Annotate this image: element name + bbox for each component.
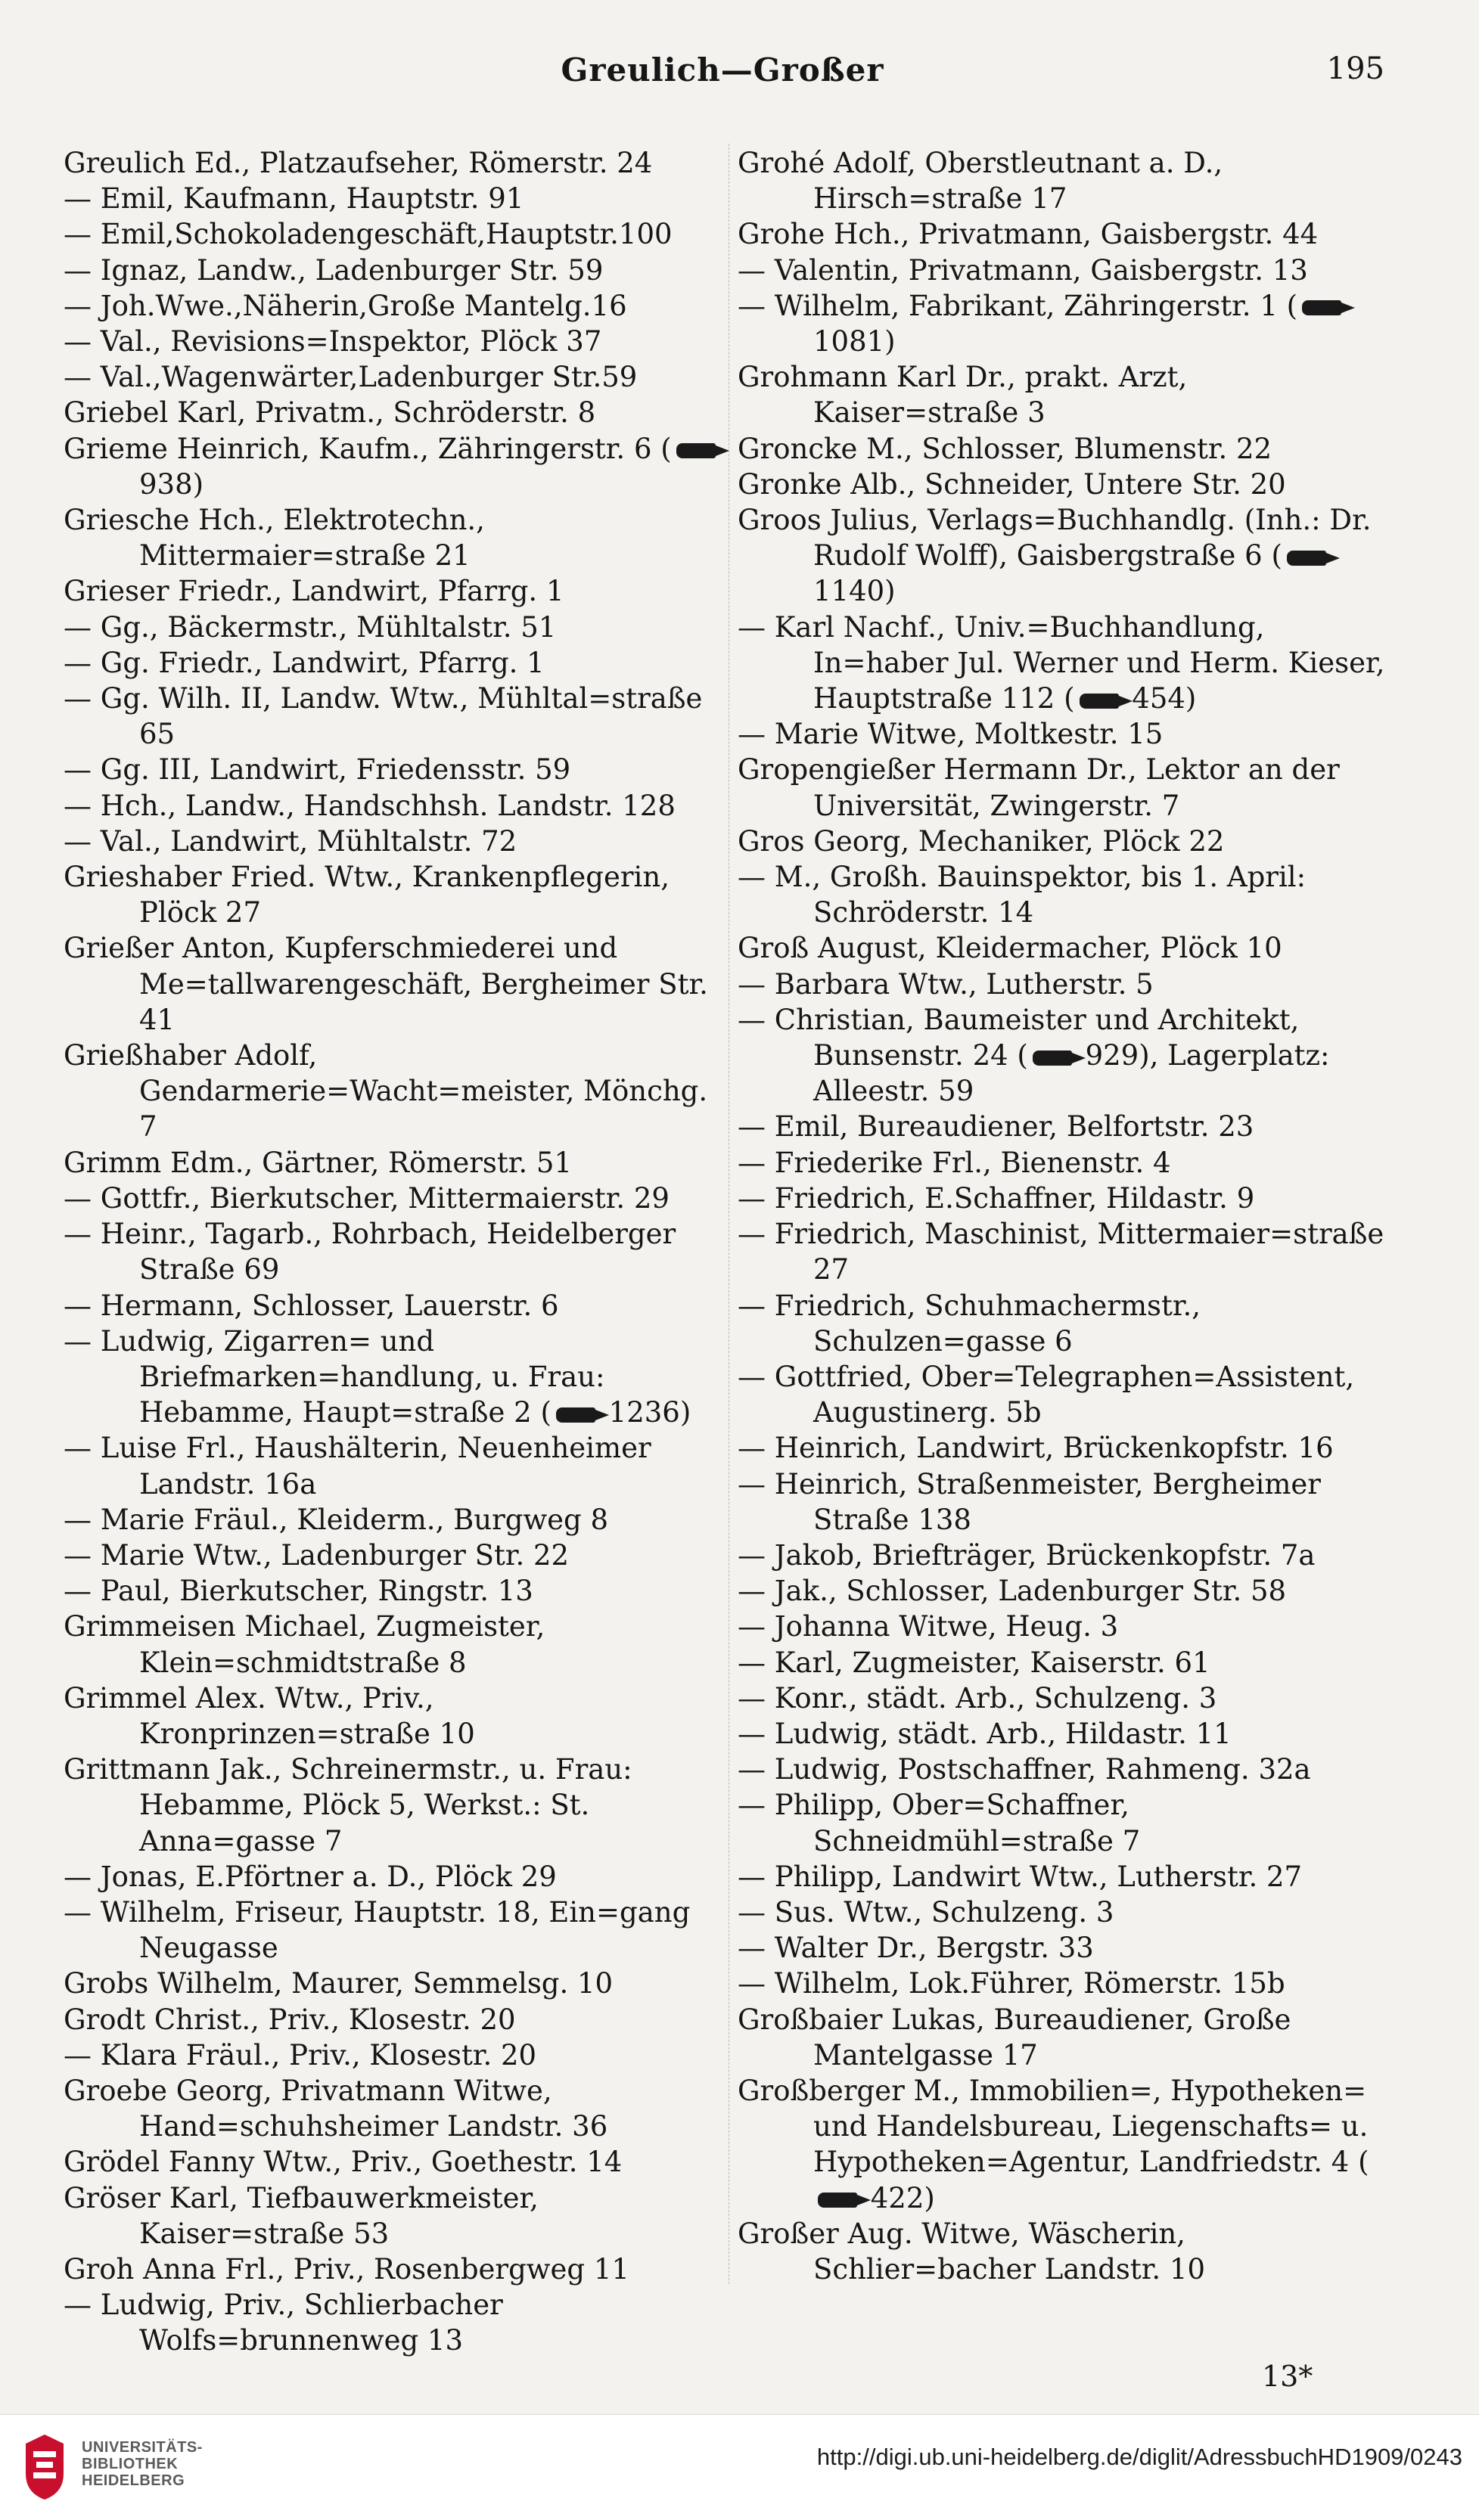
directory-entry: — Philipp, Landwirt Wtw., Lutherstr. 27 [738,1860,1303,1893]
directory-entry: — Ludwig, städt. Arb., Hildastr. 11 [738,1717,1232,1750]
directory-entry: — Philipp, Ober=Schaffner, Schneidmühl=straße 7 [738,1789,1141,1857]
directory-entry: — Hermann, Schlosser, Lauerstr. 6 [64,1289,559,1322]
directory-entry: — Jonas, E.Pförtner a. D., Plöck 29 [64,1860,557,1893]
directory-entry: — Friedrich, Schuhmachermstr., Schulzen=gasse 6 [738,1289,1201,1358]
page-number: 195 [1326,51,1384,86]
telephone-hand-icon [1033,1051,1072,1066]
directory-entry: Groh Anna Frl., Priv., Rosenbergweg 11 [64,2252,629,2286]
directory-entry: Grohé Adolf, Oberstleutnant a. D., Hirsch=straße 17 [738,147,1223,216]
directory-entry: Grohmann Karl Dr., prakt. Arzt, Kaiser=straße 3 [738,361,1188,430]
directory-entry: — Valentin, Privatmann, Gaisbergstr. 13 [738,253,1308,287]
directory-entry: Großer Aug. Witwe, Wäscherin, Schlier=bacher Landstr. 10 [738,2217,1206,2286]
directory-entry: — Gg. Wilh. II, Landw. Wtw., Mühltal=straße 65 [64,682,703,751]
directory-entry: — Heinr., Tagarb., Rohrbach, Heidelberger Straße 69 [64,1218,676,1286]
directory-entry: — Ludwig, Postschaffner, Rahmeng. 32a [738,1753,1311,1786]
directory-entry: — Johanna Witwe, Heug. 3 [738,1610,1119,1643]
directory-entry: Grohe Hch., Privatmann, Gaisbergstr. 44 [738,218,1319,251]
signature-mark: 13* [1262,2360,1313,2393]
directory-entry: Großbaier Lukas, Bureaudiener, Große Mantelgasse 17 [738,2003,1291,2072]
directory-entry: — Paul, Bierkutscher, Ringstr. 13 [64,1575,533,1608]
directory-entry: — Konr., städt. Arb., Schulzeng. 3 [738,1681,1217,1715]
directory-entry: Grimmel Alex. Wtw., Priv., Kronprinzen=straße 10 [64,1681,475,1750]
directory-entry: — Gg., Bäckermstr., Mühltalstr. 51 [64,610,557,644]
directory-entry: — Gg. III, Landwirt, Friedensstr. 59 [64,753,571,787]
directory-entry: — Gottfried, Ober=Telegraphen=Assistent, Augustinerg. 5b [738,1360,1355,1429]
library-logo-text [82,2439,203,2489]
directory-entry: — Marie Fräul., Kleiderm., Burgweg 8 [64,1503,609,1536]
directory-entry: — M., Großh. Bauinspektor, bis 1. April: Schröderstr. 14 [738,861,1307,929]
directory-entry: — Friedrich, Maschinist, Mittermaier=straße 27 [738,1218,1384,1286]
directory-entry: — Ludwig, Priv., Schlierbacher Wolfs=brunnenweg 13 [64,2289,503,2357]
directory-entry: Groebe Georg, Privatmann Witwe, Hand=schuhsheimer Landstr. 36 [64,2074,608,2143]
logo-line: UNIVERSITÄTS- [82,2439,203,2456]
telephone-hand-icon [676,443,716,458]
right-column [738,145,1396,2287]
directory-entry: — Emil, Bureaudiener, Belfortstr. 23 [738,1110,1254,1144]
directory-entry: — Barbara Wtw., Lutherstr. 5 [738,967,1154,1001]
directory-entry: Gronke Alb., Schneider, Untere Str. 20 [738,467,1286,501]
directory-entry: Großberger M., Immobilien=, Hypotheken= und Handelsbureau, Liegenschafts= u. Hypotheken=Agentur, Landfriedstr. 4 ( 422) [738,2074,1369,2214]
directory-entry: — Wilhelm, Friseur, Hauptstr. 18, Ein=gang Neugasse [64,1895,691,1965]
telephone-hand-icon [556,1407,595,1423]
directory-entry: Grimm Edm., Gärtner, Römerstr. 51 [64,1146,572,1179]
directory-entry: — Heinrich, Landwirt, Brückenkopfstr. 16 [738,1432,1334,1465]
directory-entry: — Sus. Wtw., Schulzeng. 3 [738,1895,1114,1929]
directory-entry: — Friedrich, E.Schaffner, Hildastr. 9 [738,1181,1255,1215]
left-column [64,145,722,2359]
directory-entry: — Marie Witwe, Moltkestr. 15 [738,718,1164,751]
directory-entry: Grieshaber Fried. Wtw., Krankenpflegerin, Plöck 27 [64,861,670,929]
directory-entry: Grobs Wilhelm, Maurer, Semmelsg. 10 [64,1967,614,2000]
directory-entry: — Hch., Landw., Handschhsh. Landstr. 128 [64,789,676,822]
directory-entry: Griebel Karl, Privatm., Schröderstr. 8 [64,396,596,430]
footer-bar [0,2414,1479,2520]
directory-entry: Grodt Christ., Priv., Klosestr. 20 [64,2003,516,2036]
directory-entry: Grieme Heinrich, Kaufm., Zähringerstr. 6 ( 938) [64,431,722,502]
directory-entry: — Klara Fräul., Priv., Klosestr. 20 [64,2038,537,2072]
directory-entry: Groos Julius, Verlags=Buchhandlg. (Inh.: Dr. Rudolf Wolff), Gaisbergstraße 6 ( 1140) [738,504,1372,608]
directory-entry: — Karl Nachf., Univ.=Buchhandlung, In=haber Jul. Werner und Herm. Kieser, Hauptstraße 112 ( 454) [738,610,1385,715]
directory-entry: Grieser Friedr., Landwirt, Pfarrg. 1 [64,575,564,608]
directory-entry: — Marie Wtw., Ladenburger Str. 22 [64,1538,570,1572]
telephone-hand-icon [1080,694,1119,709]
directory-entry: Groncke M., Schlosser, Blumenstr. 22 [738,432,1272,465]
directory-entry: — Christian, Baumeister und Architekt, Bunsenstr. 24 ( 929), Lagerplatz: Alleestr. 59 [738,1003,1330,1108]
directory-entry: Greulich Ed., Platzaufseher, Römerstr. 24 [64,147,653,179]
telephone-hand-icon [818,2193,857,2208]
directory-entry: — Wilhelm, Fabrikant, Zähringerstr. 1 ( 1081) [738,288,1396,359]
library-seal-icon [18,2428,71,2503]
directory-entry: — Ludwig, Zigarren= und Briefmarken=handlung, u. Frau: Hebamme, Haupt=straße 2 ( 1236) [64,1324,691,1429]
logo-line: BIBLIOTHEK [82,2456,179,2472]
telephone-hand-icon [1302,300,1341,315]
directory-entry: — Joh.Wwe.,Näherin,Große Mantelg.16 [64,289,627,322]
directory-entry: — Gg. Friedr., Landwirt, Pfarrg. 1 [64,646,545,679]
directory-entry: — Friederike Frl., Bienenstr. 4 [738,1146,1171,1179]
directory-entry: — Emil,Schokoladengeschäft,Hauptstr.100 [64,218,673,251]
directory-entry: — Gottfr., Bierkutscher, Mittermaierstr. 29 [64,1181,670,1215]
directory-entry: Gröser Karl, Tiefbauwerkmeister, Kaiser=straße 53 [64,2181,539,2250]
directory-entry: Gros Georg, Mechaniker, Plöck 22 [738,824,1225,858]
directory-entry: — Ignaz, Landw., Ladenburger Str. 59 [64,253,604,287]
telephone-hand-icon [1287,551,1326,566]
page-header [61,51,1384,97]
directory-entry: Grödel Fanny Wtw., Priv., Goethestr. 14 [64,2146,623,2179]
directory-entry: — Jak., Schlosser, Ladenburger Str. 58 [738,1575,1287,1608]
directory-entry: Grießer Anton, Kupferschmiederei und Me=tallwarengeschäft, Bergheimer Str. 41 [64,932,708,1036]
directory-entry: — Val.,Wagenwärter,Ladenburger Str.59 [64,361,638,394]
source-url-link[interactable]: http://digi.ub.uni-heidelberg.de/diglit/AdressbuchHD1909/0243 [816,2444,1462,2470]
directory-entry: — Val., Revisions=Inspektor, Plöck 37 [64,325,602,358]
directory-entry: — Heinrich, Straßenmeister, Bergheimer Straße 138 [738,1467,1321,1536]
directory-entry: — Emil, Kaufmann, Hauptstr. 91 [64,182,524,216]
directory-entry: — Wilhelm, Lok.Führer, Römerstr. 15b [738,1967,1285,2000]
directory-entry: Griesche Hch., Elektrotechn., Mittermaier=straße 21 [64,504,485,573]
directory-entry: Gropengießer Hermann Dr., Lektor an der Universität, Zwingerstr. 7 [738,753,1340,822]
directory-entry: — Jakob, Briefträger, Brückenkopfstr. 7a [738,1538,1316,1572]
directory-entry: — Walter Dr., Bergstr. 33 [738,1932,1094,1965]
directory-entry: Grittmann Jak., Schreinermstr., u. Frau: Hebamme, Plöck 5, Werkst.: St. Anna=gasse 7 [64,1753,632,1857]
directory-entry: — Luise Frl., Haushälterin, Neuenheimer Landstr. 16a [64,1432,651,1501]
logo-line: HEIDELBERG [82,2472,185,2489]
directory-entry: Groß August, Kleidermacher, Plöck 10 [738,932,1282,965]
page-title: Greulich—Großer [561,51,884,88]
directory-entry: Grießhaber Adolf, Gendarmerie=Wacht=meister, Mönchg. 7 [64,1039,708,1144]
directory-entry: Grimmeisen Michael, Zugmeister, Klein=schmidtstraße 8 [64,1610,545,1679]
directory-entry: — Val., Landwirt, Mühltalstr. 72 [64,824,517,858]
directory-entry: — Karl, Zugmeister, Kaiserstr. 61 [738,1646,1210,1679]
